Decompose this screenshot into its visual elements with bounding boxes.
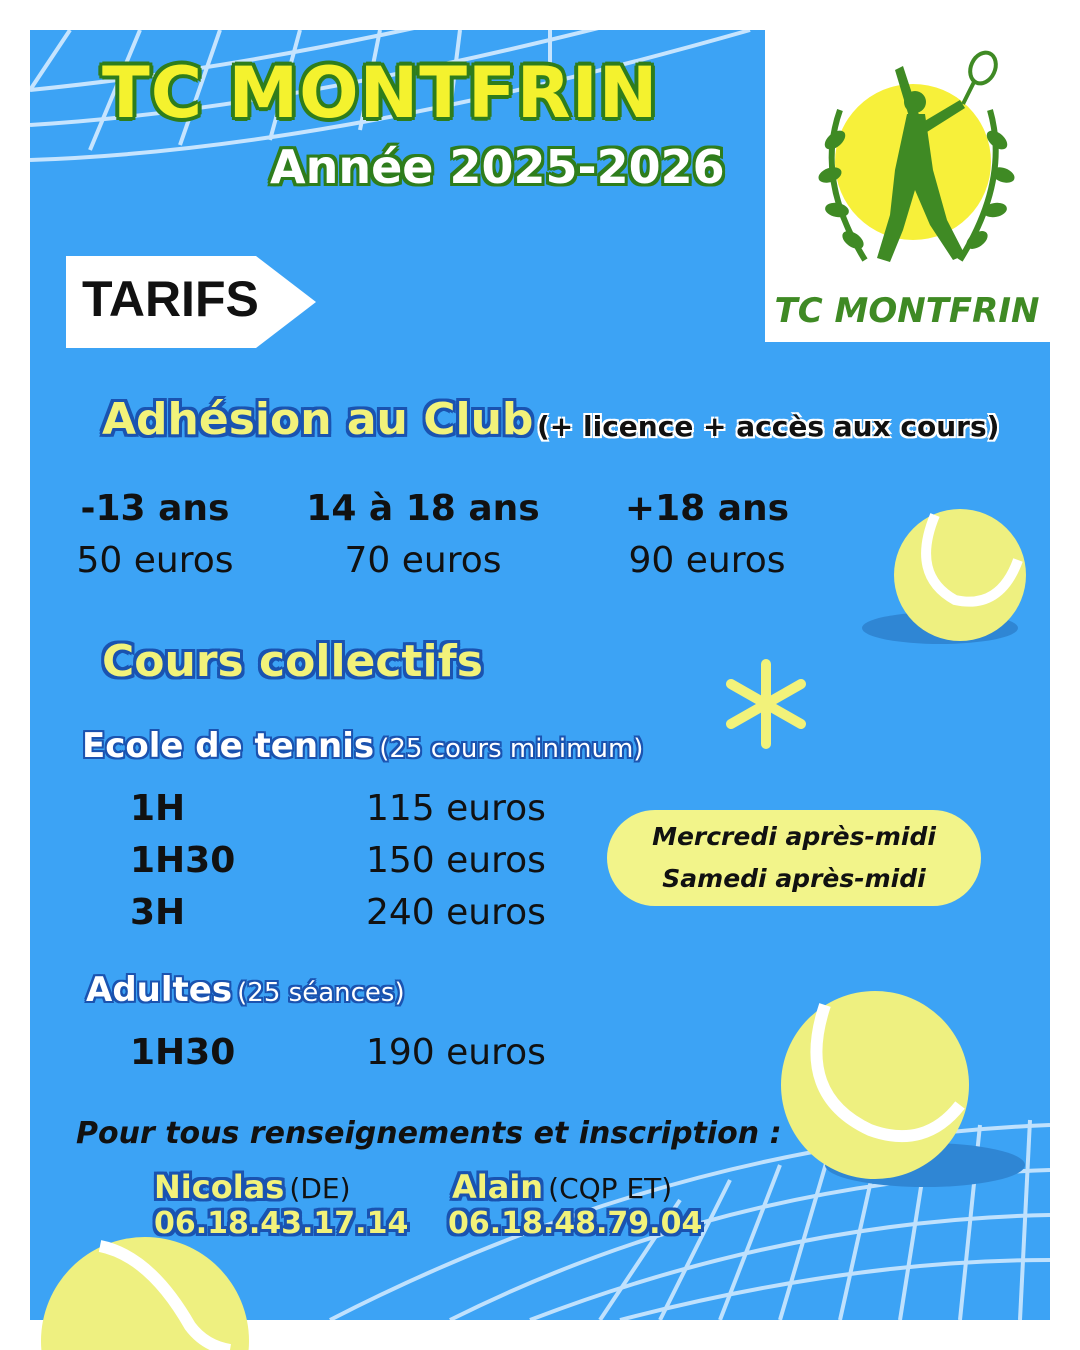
- tennis-ball-icon: [40, 1236, 255, 1350]
- contact-name: Alain: [452, 1168, 544, 1206]
- logo-text: TC MONTFRIN: [774, 291, 1040, 331]
- school-note: (25 cours minimum): [379, 734, 644, 764]
- membership-title: Adhésion au Club: [102, 394, 534, 445]
- school-heading: [82, 726, 643, 766]
- schedule-line: Mercredi après-midi: [652, 822, 936, 851]
- club-title: TC MONTFRIN: [102, 52, 659, 134]
- adults-price: 190 euros: [366, 1032, 546, 1073]
- tier-age: +18 ans: [624, 488, 790, 529]
- school-duration: 3H: [130, 892, 186, 933]
- school-title: Ecole de tennis: [82, 726, 375, 766]
- season-year: Année 2025-2026: [270, 140, 725, 194]
- tier-age: 14 à 18 ans: [306, 488, 540, 529]
- school-price: 115 euros: [366, 788, 546, 829]
- school-price: 240 euros: [366, 892, 546, 933]
- adults-heading: [86, 970, 405, 1010]
- contact-role: (DE): [289, 1172, 351, 1205]
- contact-nicolas: [154, 1168, 351, 1206]
- adults-title: Adultes: [86, 970, 233, 1010]
- club-logo: [765, 30, 1050, 342]
- school-duration: 1H30: [130, 840, 236, 881]
- adults-duration: 1H30: [130, 1032, 236, 1073]
- membership-note: (+ licence + accès aux cours): [537, 410, 1000, 443]
- contact-intro: Pour tous renseignements et inscription :: [76, 1116, 782, 1151]
- tarifs-label: TARIFS: [82, 271, 259, 327]
- group-lessons-title: Cours collectifs: [102, 636, 483, 687]
- tier-age: -13 ans: [80, 488, 230, 529]
- tier-price: 70 euros: [344, 540, 502, 581]
- sparkle-asterisk-icon: [720, 658, 812, 750]
- poster: [30, 30, 1050, 1320]
- school-price: 150 euros: [366, 840, 546, 881]
- school-duration: 1H: [130, 788, 186, 829]
- contact-name: Nicolas: [154, 1168, 285, 1206]
- contact-alain: [452, 1168, 672, 1206]
- contact-role: (CQP ET): [548, 1172, 673, 1205]
- tier-price: 90 euros: [628, 540, 786, 581]
- tennis-ball-icon: [860, 500, 1040, 650]
- tennis-player-logo-icon: [765, 30, 1050, 342]
- contact-phone[interactable]: 06.18.48.79.04: [448, 1206, 703, 1241]
- tennis-ball-icon: [775, 985, 1035, 1195]
- adults-note: (25 séances): [237, 978, 405, 1008]
- contact-phone[interactable]: 06.18.43.17.14: [154, 1206, 409, 1241]
- schedule-line: Samedi après-midi: [662, 864, 926, 893]
- tier-price: 50 euros: [76, 540, 234, 581]
- schedule-pill: [607, 810, 981, 906]
